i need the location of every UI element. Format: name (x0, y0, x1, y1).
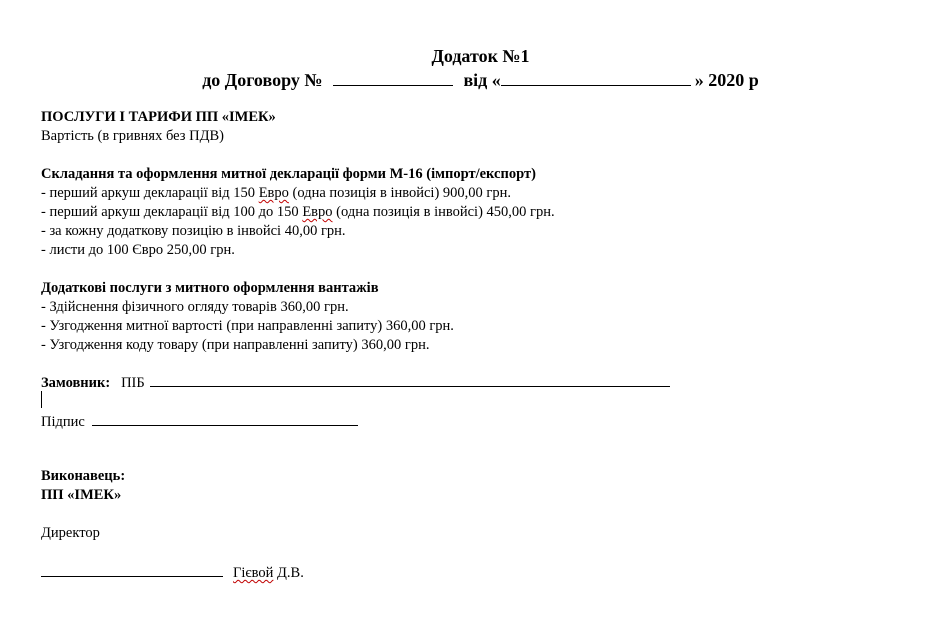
declaration-item-1-text: - перший аркуш декларації від 150 (41, 185, 259, 201)
contractor-label: Виконавець: (41, 468, 126, 484)
contractor-company: ПП «ІМЕК» (41, 487, 122, 503)
contractor-initials: Д.В. (273, 565, 304, 581)
declaration-item-2 (41, 203, 921, 222)
additional-heading: Додаткові послуги з митного оформлення вантажів (41, 280, 379, 296)
contractor-surname: Гієвой (233, 565, 274, 581)
services-heading: ПОСЛУГИ І ТАРИФИ ПП «ІМЕК» (41, 109, 276, 125)
document-body (41, 108, 921, 355)
customer-name-blank[interactable] (150, 372, 670, 387)
additional-item-1: - Здійснення фізичного огляду товарів 360,00 грн. (41, 299, 349, 315)
contract-reference-line (0, 68, 951, 92)
customer-signature-line (41, 411, 358, 432)
contractor-position: Директор (41, 525, 100, 541)
customer-name-label: ПІБ (121, 375, 145, 391)
customer-label: Замовник: (41, 375, 111, 391)
text-cursor (41, 391, 42, 408)
contract-date-blank[interactable] (501, 69, 691, 86)
spellcheck-word: Евро (258, 185, 289, 201)
services-subheading: Вартість (в гривнях без ПДВ) (41, 128, 224, 144)
document-title-block (0, 44, 951, 92)
additional-item-3: - Узгодження коду товару (при направленні запиту) 360,00 грн. (41, 337, 430, 353)
spellcheck-word: Евро (302, 204, 333, 220)
declaration-heading: Складання та оформлення митної декларації форми М-16 (імпорт/експорт) (41, 166, 536, 182)
customer-signature-blank[interactable] (92, 411, 358, 426)
contract-number-blank[interactable] (333, 69, 453, 86)
customer-name-line (41, 372, 670, 393)
declaration-item-2-text: - перший аркуш декларації від 100 до 150 (41, 204, 303, 220)
contract-year: » 2020 р (694, 70, 759, 90)
customer-signature-label: Підпис (41, 414, 85, 430)
spacer (41, 260, 921, 279)
appendix-title: Додаток №1 (431, 46, 530, 66)
contract-from-label: від « (463, 70, 501, 90)
contractor-signature-blank[interactable] (41, 562, 223, 577)
spacer (41, 146, 921, 165)
declaration-item-3: - за кожну додаткову позицію в інвойсі 40,00 грн. (41, 223, 346, 239)
declaration-item-1 (41, 184, 921, 203)
contract-prefix: до Договору № (202, 70, 323, 90)
declaration-item-2-price: (одна позиція в інвойсі) 450,00 грн. (332, 204, 555, 220)
declaration-item-1-price: (одна позиція в інвойсі) 900,00 грн. (288, 185, 511, 201)
declaration-item-4: - листи до 100 Євро 250,00 грн. (41, 242, 235, 258)
additional-item-2: - Узгодження митної вартості (при направленні запиту) 360,00 грн. (41, 318, 454, 334)
contractor-signature-line (41, 562, 304, 583)
